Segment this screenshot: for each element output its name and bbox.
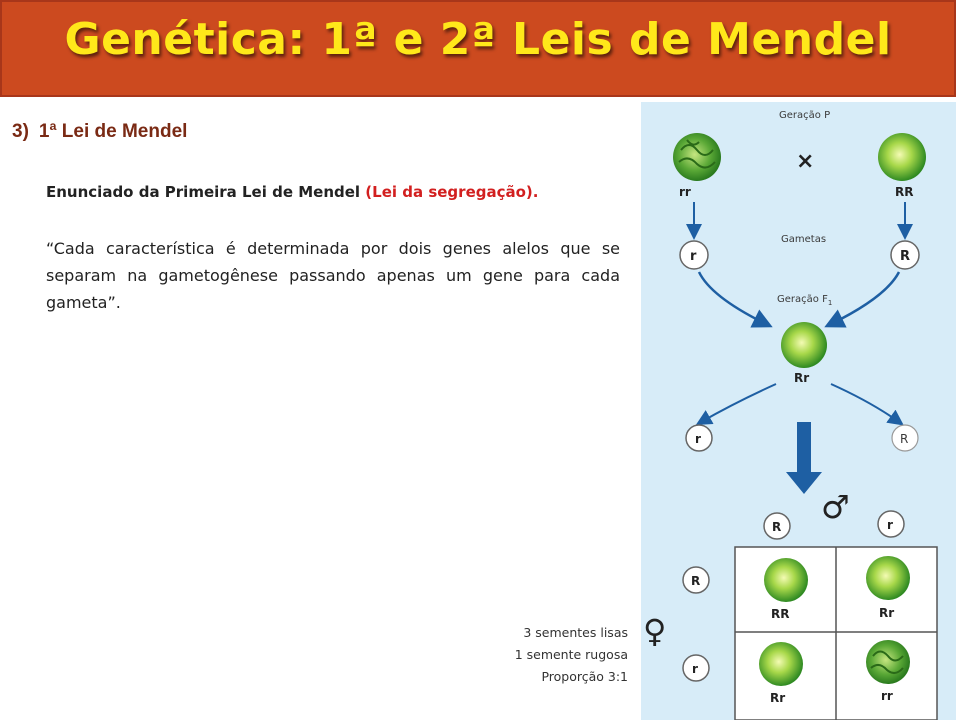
gen-f1-label: Geração F <box>777 294 828 305</box>
svg-text:Geração F1 <box>777 294 832 307</box>
wrinkled-seed-icon <box>866 640 910 684</box>
f1-seed-icon <box>781 322 827 368</box>
parent-left-genotype: rr <box>679 185 691 199</box>
ratio-line: 3 sementes lisas <box>523 625 628 640</box>
f1-gamete-right: R <box>900 432 909 446</box>
mendel-cross-figure <box>641 102 956 720</box>
gamete-right: R <box>900 249 911 264</box>
slide-title: Genética: 1ª e 2ª Leis de Mendel <box>64 14 892 65</box>
ratio-line: Proporção 3:1 <box>541 669 628 684</box>
punnett-cell: Rr <box>879 606 895 620</box>
female-gamete: r <box>692 662 698 676</box>
section-heading <box>12 121 187 143</box>
smooth-seed-icon <box>866 556 910 600</box>
parent-right-genotype: RR <box>895 185 914 199</box>
gametes-label: Gametas <box>781 234 827 245</box>
f1-gamete-left: r <box>695 432 701 446</box>
title-bar <box>0 0 956 97</box>
ratio-note <box>515 622 628 688</box>
gen-f1-subscript: 1 <box>827 299 833 307</box>
law-quote: “Cada característica é determinada por dois genes alelos que se separam na gametogênese passando apenas um gene para cada gameta”. <box>46 239 620 312</box>
gamete-left: r <box>690 249 697 264</box>
male-symbol-icon: ♂ <box>821 488 850 526</box>
statement-text: Enunciado da Primeira Lei de Mendel <box>46 183 361 201</box>
f1-genotype: Rr <box>794 371 810 385</box>
big-down-arrow-icon <box>786 422 822 494</box>
statement-highlight: (Lei da segregação). <box>365 183 539 201</box>
male-gamete: r <box>887 518 893 532</box>
section-title: 1ª Lei de Mendel <box>38 121 188 142</box>
cross-symbol: × <box>796 149 815 174</box>
female-gamete: R <box>691 574 701 588</box>
punnett-cell: Rr <box>770 691 786 705</box>
punnett-cell: RR <box>771 607 790 621</box>
male-gamete: R <box>772 520 782 534</box>
cross-diagram <box>641 102 956 720</box>
smooth-seed-icon <box>764 558 808 602</box>
female-symbol-icon: ♀ <box>643 612 667 650</box>
smooth-seed-icon <box>759 642 803 686</box>
law-statement <box>46 183 538 201</box>
smooth-seed-icon <box>878 133 926 181</box>
punnett-cell: rr <box>881 689 893 703</box>
ratio-line: 1 semente rugosa <box>514 647 628 662</box>
section-number: 3) <box>12 121 29 142</box>
gen-p-label: Geração P <box>779 110 831 121</box>
punnett-square <box>735 547 937 720</box>
wrinkled-seed-icon <box>673 133 721 181</box>
